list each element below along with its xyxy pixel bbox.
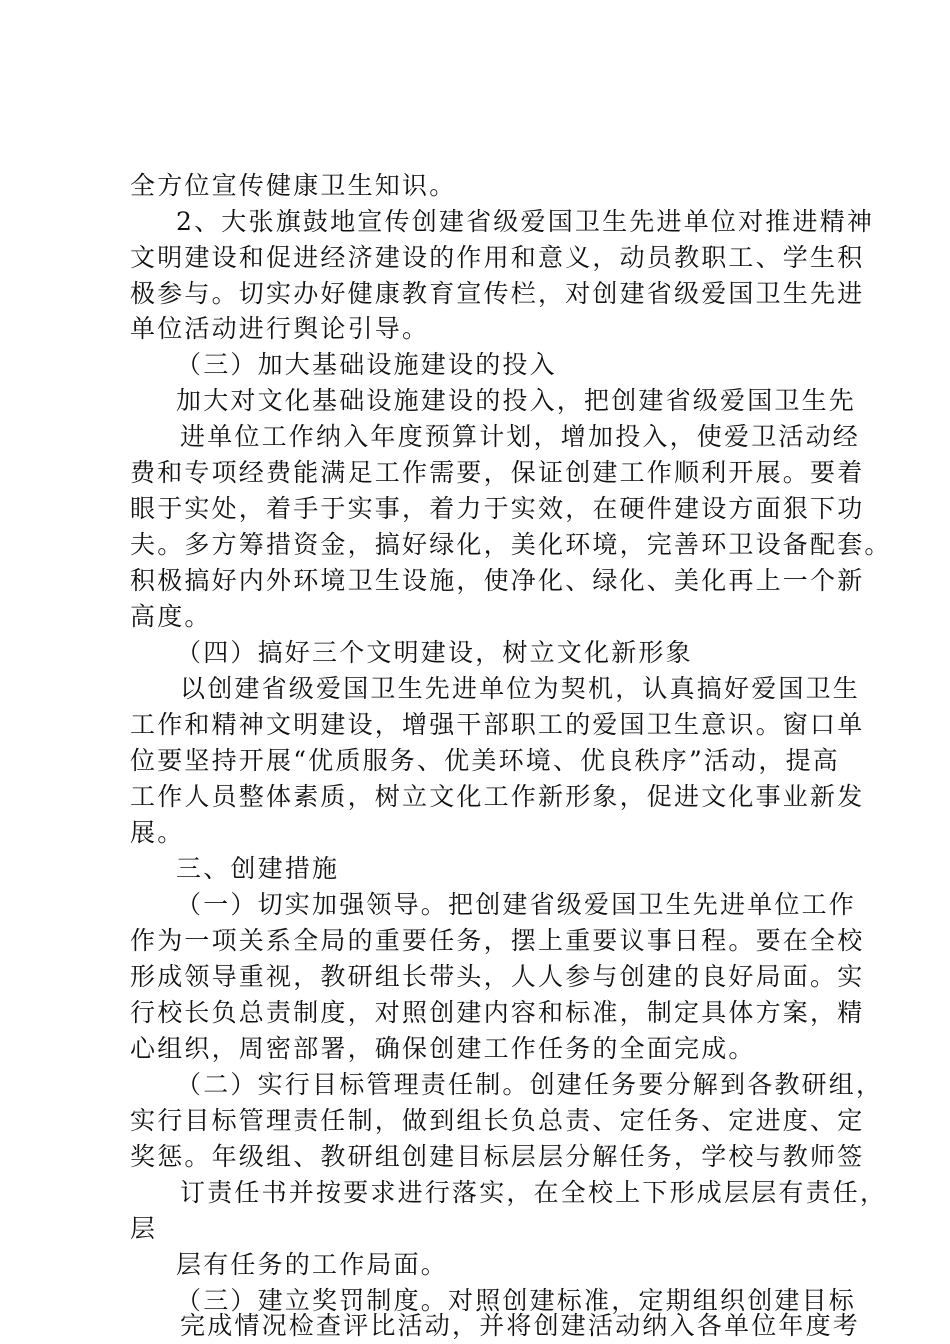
subheading: （三）加大基础设施建设的投入 [176,350,557,379]
text-line: 奖惩。年级组、教研组创建目标层层分解任务，学校与教师签 [130,1142,865,1171]
text-line: 以创建省级爱国卫生先进单位为契机，认真搞好爱国卫生 [180,674,861,703]
text-line: 行校长负总责制度，对照创建内容和标准，制定具体方案，精 [130,998,865,1027]
text-line: 形成领导重视，教研组长带头，人人参与创建的良好局面。实 [130,962,865,991]
text-line: 加大对文化基础设施建设的投入，把创建省级爱国卫生先 [176,386,857,415]
text-line: 单位活动进行舆论引导。 [130,314,430,343]
text-line: （二）实行目标管理责任制。创建任务要分解到各教研组， [176,1070,884,1099]
text-line: 工作和精神文明建设，增强干部职工的爱国卫生意识。窗口单 [130,710,865,739]
text-line: 层 [130,1214,158,1243]
text-line: 文明建设和促进经济建设的作用和意义，动员教职工、学生积 [130,243,865,272]
text-line: 心组织，周密部署，确保创建工作任务的全面完成。 [130,1034,756,1063]
text-line: （三）建立奖罚制度。对照创建标准，定期组织创建目标 [176,1286,857,1315]
text-line: 工作人员整体素质，树立文化工作新形象，促进文化事业新发 [130,782,865,811]
text-line: 展。 [130,818,185,847]
text-line: 费和专项经费能满足工作需要，保证创建工作顺利开展。要着 [130,458,865,487]
text-line: 夫。多方筹措资金，搞好绿化，美化环境，完善环卫设备配套。 [130,530,892,559]
text-line: 完成情况检查评比活动，并将创建活动纳入各单位年度考 [180,1311,861,1340]
text-line: 进单位工作纳入年度预算计划，增加投入，使爱卫活动经 [180,422,861,451]
text-line: 高度。 [130,602,212,631]
text-line: （一）切实加强领导。把创建省级爱国卫生先进单位工作 [176,890,857,919]
subheading: （四）搞好三个文明建设，树立文化新形象 [176,638,693,667]
text-line: 订责任书并按要求进行落实，在全校上下形成层层有责任， [180,1178,888,1207]
text-line: 积极搞好内外环境卫生设施，使净化、绿化、美化再上一个新 [130,566,865,595]
text-line: 全方位宣传健康卫生知识。 [130,171,457,200]
text-line: 眼于实处，着手于实事，着力于实效，在硬件建设方面狠下功 [130,494,865,523]
text-line: 2、大张旗鼓地宣传创建省级爱国卫生先进单位对推进精神 [176,207,875,236]
text-line: 极参与。切实办好健康教育宣传栏，对创建省级爱国卫生先进 [130,279,865,308]
text-line: 实行目标管理责任制，做到组长负总责、定任务、定进度、定 [130,1106,865,1135]
text-line: 层有任务的工作局面。 [176,1250,449,1279]
text-line: 作为一项关系全局的重要任务，摆上重要议事日程。要在全校 [130,926,865,955]
text-line: 位要坚持开展“优质服务、优美环境、优良秩序”活动，提高 [130,746,840,775]
section-heading: 三、创建措施 [176,854,340,883]
